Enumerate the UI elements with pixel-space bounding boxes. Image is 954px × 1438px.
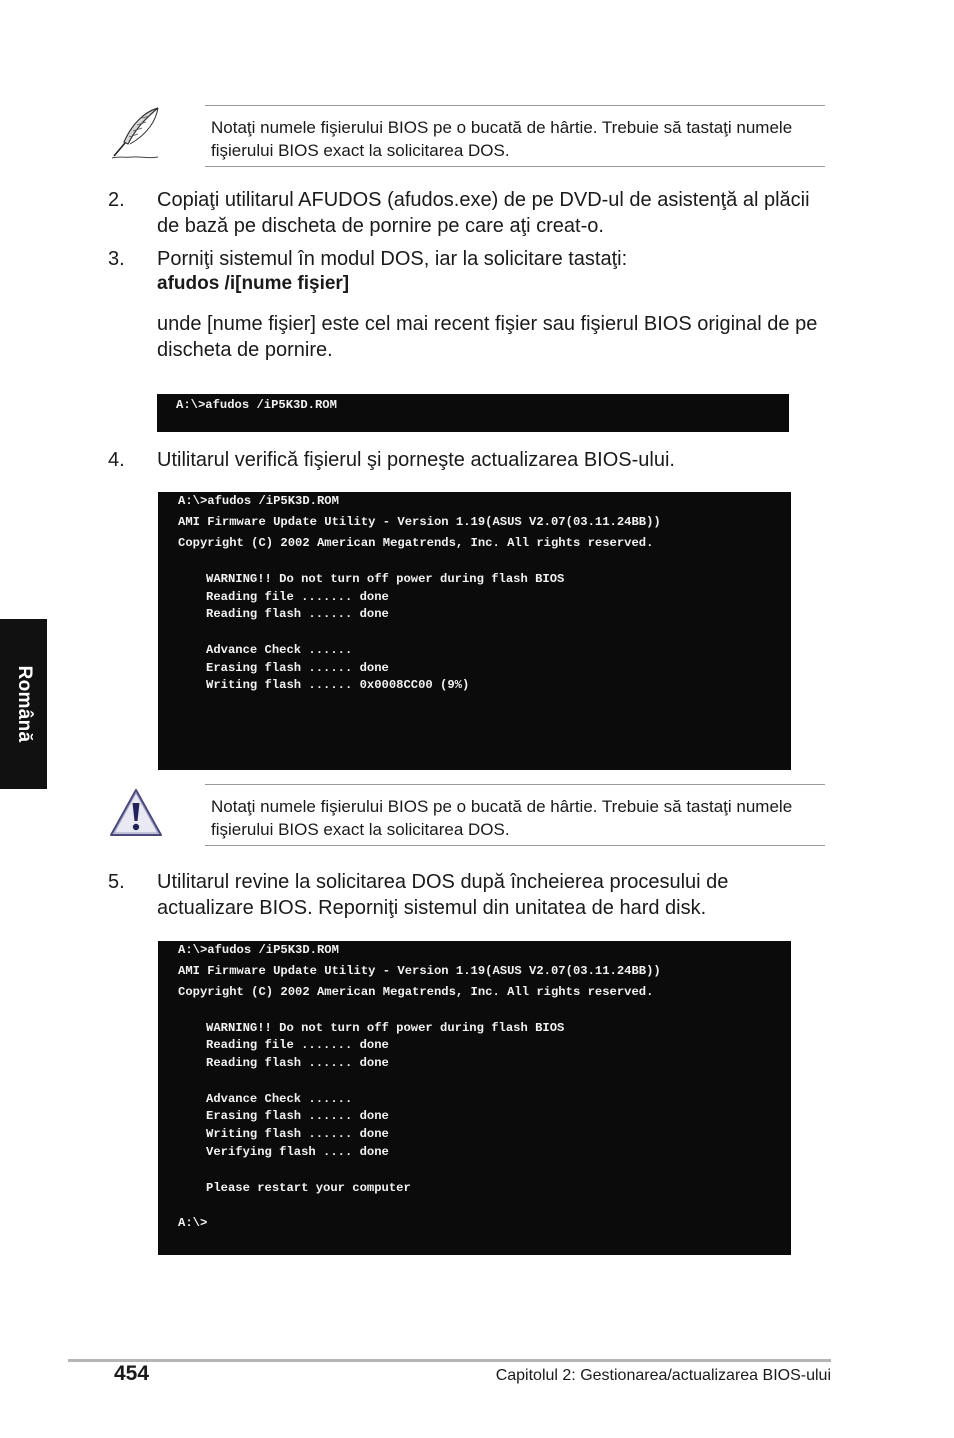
terminal-line: Writing flash ...... 0x0008CC00 (9%) xyxy=(206,678,470,692)
language-label: Română xyxy=(13,665,35,743)
command-explanation: unde [nume fişier] este cel mai recent fişier sau fişierul BIOS original de pe discheta de pornire. xyxy=(157,313,818,361)
command-text: afudos /i[nume fişier] xyxy=(157,273,350,294)
terminal-line: Advance Check ...... xyxy=(206,643,353,657)
terminal-line: AMI Firmware Update Utility - Version 1.19(ASUS V2.07(03.11.24BB)) xyxy=(178,964,661,978)
terminal-line: Verifying flash .... done xyxy=(206,1145,389,1159)
terminal-line: Erasing flash ...... done xyxy=(206,661,389,675)
page-number: 454 xyxy=(114,1362,150,1385)
chapter-title: Capitolul 2: Gestionarea/actualizarea BIOS-ului xyxy=(495,1367,831,1384)
terminal-line: Writing flash ...... done xyxy=(206,1127,389,1141)
note-box xyxy=(205,784,825,846)
terminal-line: Erasing flash ...... done xyxy=(206,1109,389,1123)
footer-divider xyxy=(68,1359,831,1362)
terminal-line: A:\> xyxy=(178,1216,208,1230)
terminal-command xyxy=(157,394,789,432)
step-text: Copiaţi utilitarul AFUDOS (afudos.exe) de pe DVD-ul de asistenţă al plăcii de bază pe discheta de pornire pe care aţi creat-o. xyxy=(157,189,810,237)
step-number: 3. xyxy=(108,248,125,270)
terminal-line: WARNING!! Do not turn off power during flash BIOS xyxy=(206,572,565,586)
step-text: Utilitarul verifică fişierul şi porneşte actualizarea BIOS-ului. xyxy=(157,449,675,471)
note-box xyxy=(205,105,825,167)
warning-triangle-icon xyxy=(108,787,164,839)
note-text: Notaţi numele fişierului BIOS pe o bucată de hârtie. Trebuie să tastaţi numele fişierului BIOS exact la solicitarea DOS. xyxy=(211,797,793,839)
step-number: 5. xyxy=(108,871,125,893)
terminal-line: WARNING!! Do not turn off power during flash BIOS xyxy=(206,1021,565,1035)
terminal-line: Advance Check ...... xyxy=(206,1092,353,1106)
terminal-line: Reading flash ...... done xyxy=(206,1056,389,1070)
note-text: Notaţi numele fişierului BIOS pe o bucată de hârtie. Trebuie să tastaţi numele fişierului BIOS exact la solicitarea DOS. xyxy=(211,118,793,160)
terminal-line: A:\>afudos /iP5K3D.ROM xyxy=(178,943,339,957)
terminal-complete xyxy=(158,941,791,1255)
terminal-line: A:\>afudos /iP5K3D.ROM xyxy=(178,494,339,508)
feather-pen-icon xyxy=(108,104,168,162)
terminal-line: Reading file ....... done xyxy=(206,590,389,604)
terminal-line: A:\>afudos /iP5K3D.ROM xyxy=(176,398,337,412)
step-number: 4. xyxy=(108,449,125,471)
terminal-line: Reading flash ...... done xyxy=(206,607,389,621)
terminal-line: Copyright (C) 2002 American Megatrends, Inc. All rights reserved. xyxy=(178,536,654,550)
language-tab xyxy=(0,619,47,789)
terminal-progress xyxy=(158,492,791,770)
step-text: Utilitarul revine la solicitarea DOS după încheierea procesului de actualizare BIOS. Reporniţi sistemul din unitatea de hard disk. xyxy=(157,871,729,919)
step-number: 2. xyxy=(108,189,125,211)
terminal-line: Reading file ....... done xyxy=(206,1038,389,1052)
terminal-line: Copyright (C) 2002 American Megatrends, Inc. All rights reserved. xyxy=(178,985,654,999)
step-text: Porniţi sistemul în modul DOS, iar la solicitare tastaţi: xyxy=(157,248,628,270)
terminal-line: AMI Firmware Update Utility - Version 1.19(ASUS V2.07(03.11.24BB)) xyxy=(178,515,661,529)
terminal-line: Please restart your computer xyxy=(206,1181,411,1195)
